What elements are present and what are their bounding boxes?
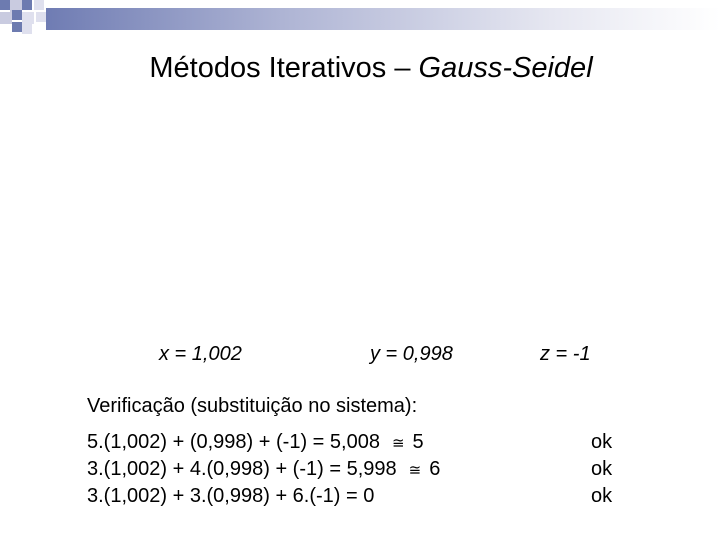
decor-square — [36, 12, 46, 22]
equation-expression: 3.(1,002) + 3.(0,998) + 6.(-1) = 0 — [87, 485, 375, 507]
solution-y: y = 0,998 — [370, 343, 453, 365]
title-italic: Gauss-Seidel — [418, 52, 593, 84]
approx-symbol: ≅ — [391, 434, 405, 452]
verification-status-column — [591, 429, 612, 510]
status-ok: ok — [591, 458, 613, 480]
decor-square — [22, 0, 32, 10]
solution-z: z = -1 — [540, 343, 591, 365]
status-ok: ok — [591, 431, 613, 453]
decor-square — [34, 0, 44, 10]
decor-square — [0, 12, 12, 24]
verification-equations — [87, 429, 440, 510]
equation-expression: 5.(1,002) + (0,998) + (-1) = 5,008 — [87, 431, 380, 453]
decor-square — [12, 10, 22, 20]
equation-row — [87, 456, 440, 483]
title-regular: Métodos Iterativos – — [149, 52, 419, 84]
decor-square — [12, 22, 22, 32]
verification-label: Verificação (substituição no sistema): — [87, 395, 418, 417]
status-ok: ok — [591, 485, 613, 507]
equation-expression: 3.(1,002) + 4.(0,998) + (-1) = 5,998 — [87, 458, 397, 480]
decor-square — [22, 12, 34, 24]
equation-target: 5 — [412, 431, 424, 453]
solution-x: x = 1,002 — [159, 343, 242, 365]
equation-target: 6 — [429, 458, 441, 480]
equation-row — [87, 429, 440, 456]
slide-title — [0, 48, 720, 88]
approx-symbol: ≅ — [408, 461, 422, 479]
decor-square — [0, 0, 10, 10]
header-gradient-bar — [46, 8, 720, 30]
decor-square — [22, 24, 32, 34]
equation-row — [87, 483, 440, 510]
